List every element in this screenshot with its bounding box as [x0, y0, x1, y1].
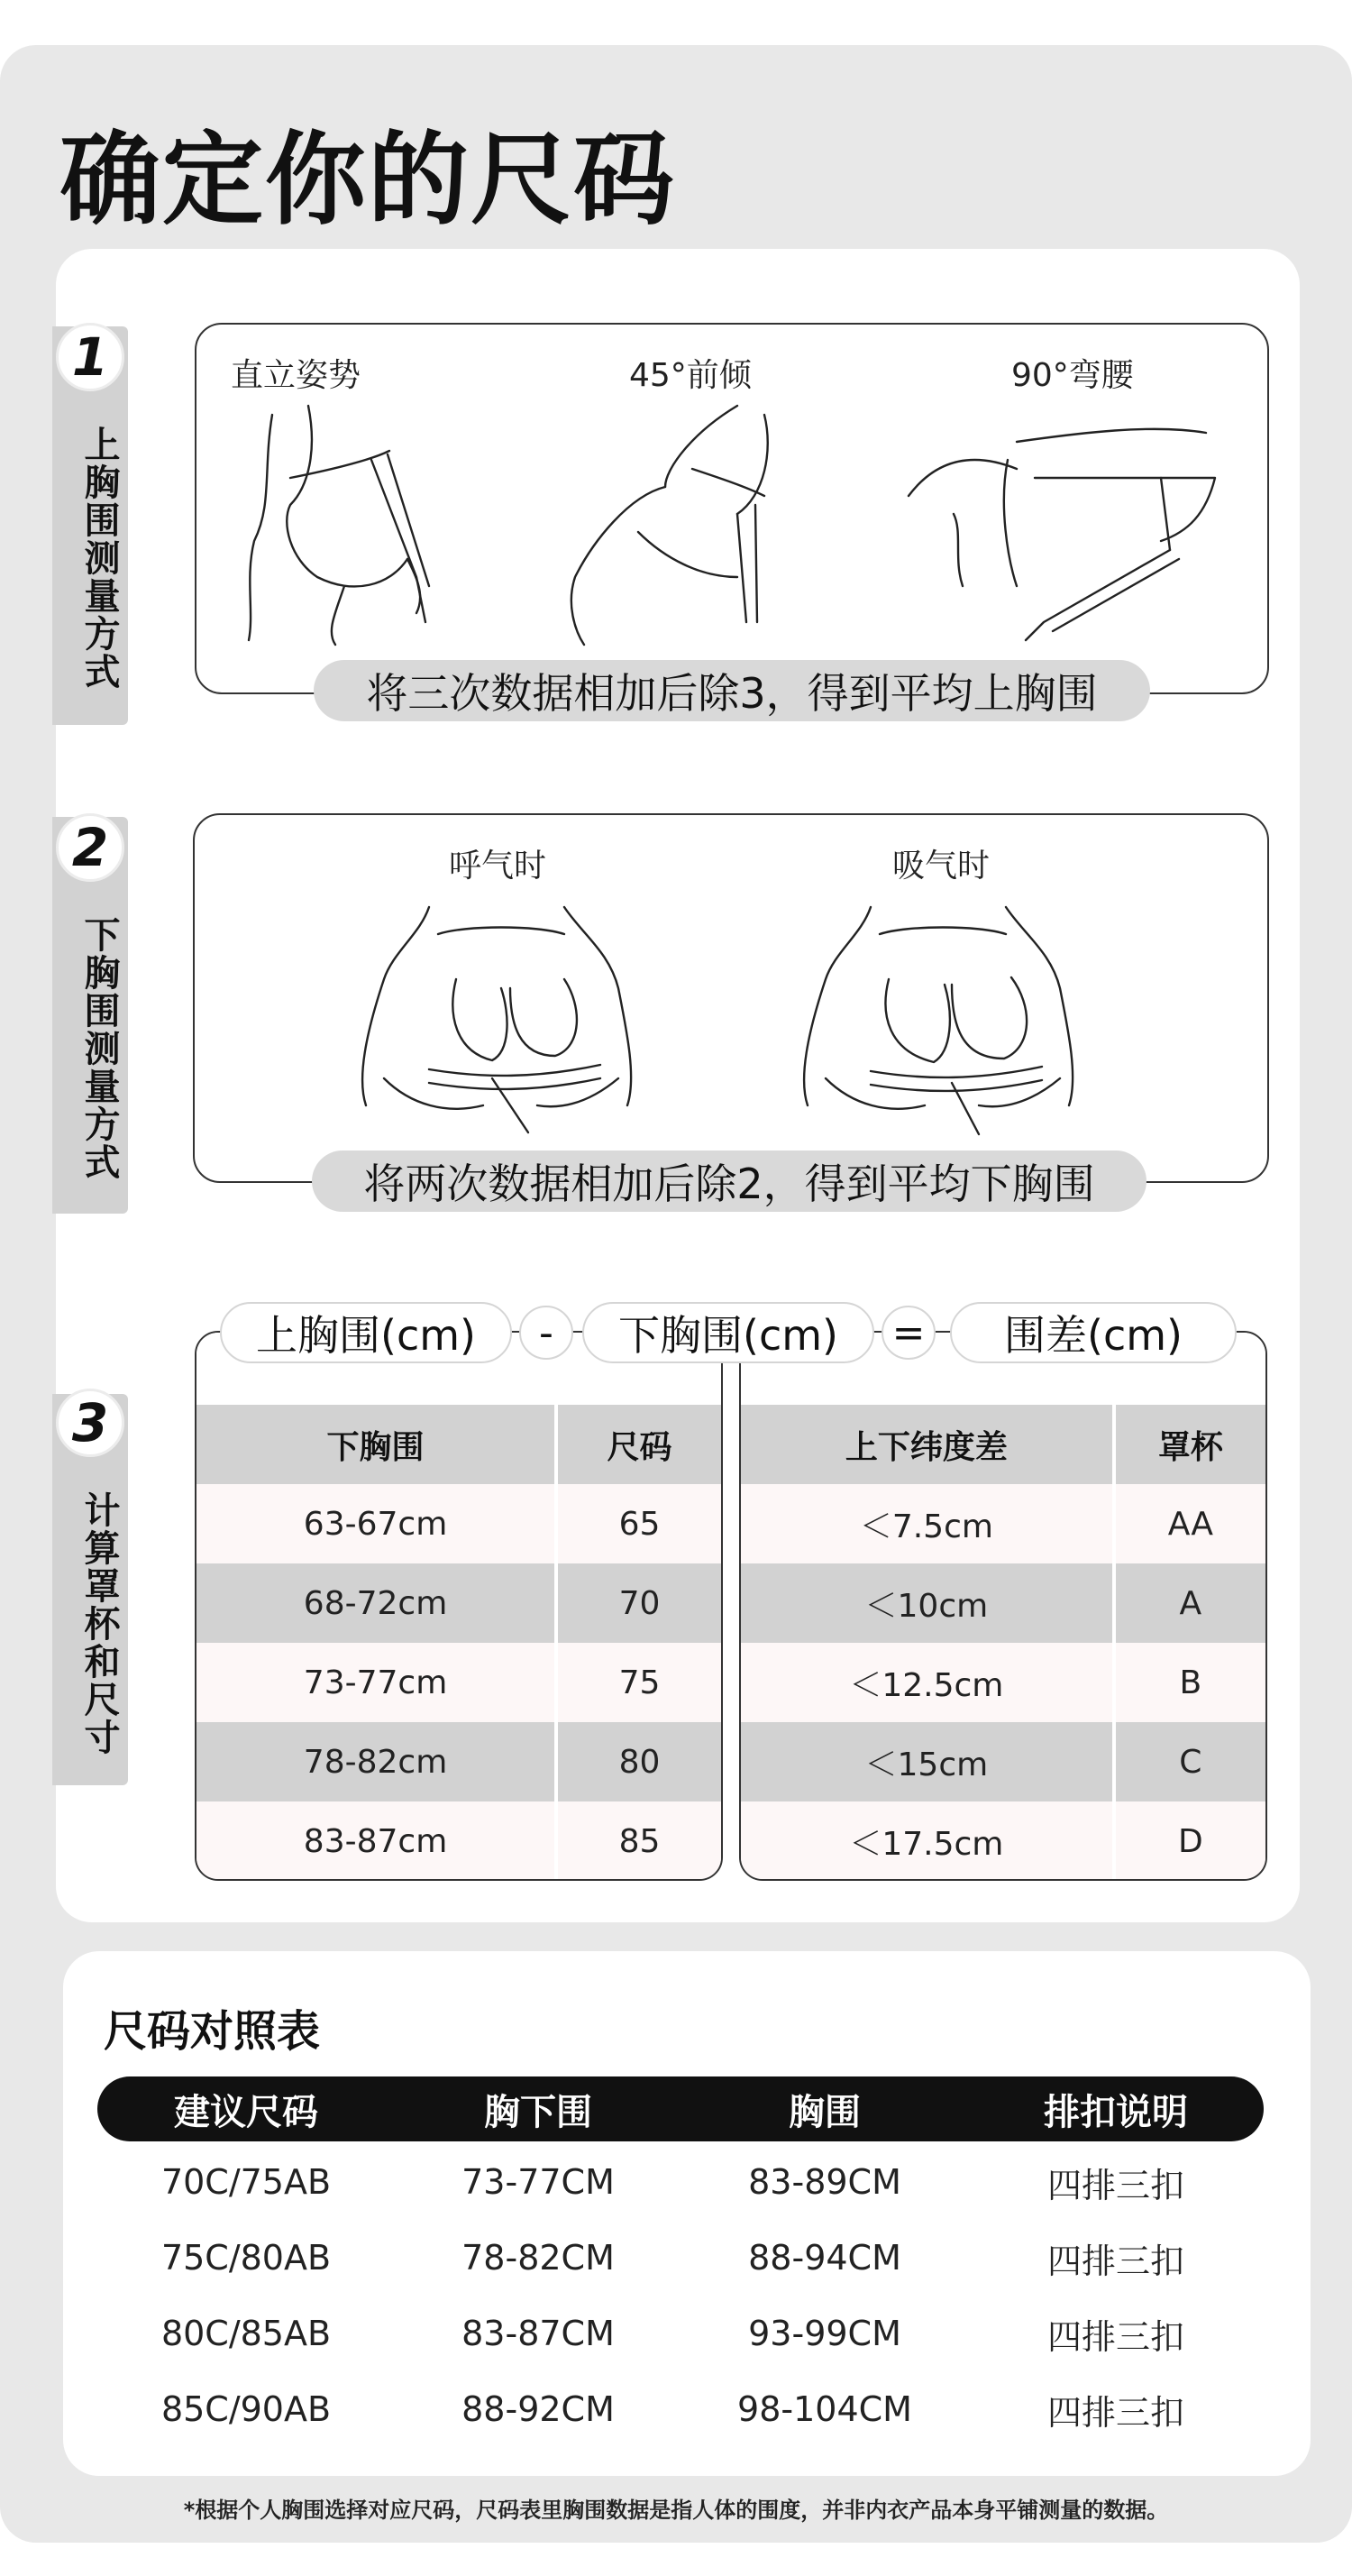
table-row [196, 1484, 721, 1563]
step-2-note: 将两次数据相加后除2，得到平均下胸围 [312, 1150, 1146, 1212]
header-bust: 胸围 [789, 2091, 861, 2133]
band-cell: 68-72cm [196, 1563, 556, 1643]
step-2-label: 下胸围测量方式 [78, 916, 120, 1181]
table-row [97, 2144, 1264, 2220]
formula-upper-bust: 上胸围(cm) [220, 1302, 512, 1363]
table-row [196, 1722, 721, 1801]
band-table-header-underbust: 下胸围 [196, 1405, 556, 1484]
hook-cell: 四排三扣 [1046, 2392, 1184, 2433]
caption-inhale: 吸气时 [892, 848, 991, 885]
formula-equals: = [882, 1306, 936, 1360]
table-row [97, 2220, 1264, 2296]
band-cell: 78-82cm [196, 1722, 556, 1801]
table-row [97, 2371, 1264, 2447]
band-table-header-size: 尺码 [556, 1405, 721, 1484]
size-cell: 75C/80AB [160, 2238, 332, 2278]
underbust-cell: 88-92CM [461, 2389, 615, 2429]
step-1-label: 上胸围测量方式 [78, 426, 120, 691]
cup-cell: A [1114, 1563, 1265, 1643]
size-chart-header [97, 2076, 1264, 2141]
difference-cell: ＜12.5cm [741, 1643, 1114, 1722]
size-cell: 70C/75AB [160, 2162, 332, 2202]
band-cell: 83-87cm [196, 1801, 556, 1881]
difference-cell: ＜10cm [741, 1563, 1114, 1643]
step-2-number: 2 [56, 813, 124, 882]
band-size-cell: 85 [556, 1801, 721, 1881]
step-2-figure-box [193, 813, 1269, 1183]
difference-cell: ＜17.5cm [741, 1801, 1114, 1881]
lean-45-pose-illustration [557, 397, 791, 649]
caption-exhale: 呼气时 [449, 848, 547, 885]
step-1-number: 1 [56, 323, 124, 391]
bend-90-pose-illustration [900, 424, 1233, 649]
difference-cell: ＜7.5cm [741, 1484, 1114, 1563]
band-size-cell: 75 [556, 1643, 721, 1722]
header-recommended-size: 建议尺码 [174, 2091, 318, 2133]
exhale-illustration [357, 898, 645, 1141]
inhale-illustration [799, 898, 1087, 1141]
cup-table-header-difference: 上下纬度差 [741, 1405, 1114, 1484]
caption-lean-45: 45°前倾 [629, 357, 752, 394]
formula-minus: - [519, 1306, 573, 1360]
table-row [196, 1563, 721, 1643]
bust-cell: 83-89CM [748, 2162, 901, 2202]
cup-cell: C [1114, 1722, 1265, 1801]
table-row [196, 1643, 721, 1722]
formula-under-bust: 下胸围(cm) [582, 1302, 874, 1363]
standing-pose-illustration [236, 397, 452, 649]
header-underbust: 胸下围 [484, 2091, 592, 2133]
header-hook-description: 排扣说明 [1044, 2091, 1188, 2133]
size-chart-title: 尺码对照表 [104, 2006, 321, 2057]
bust-cell: 98-104CM [737, 2389, 912, 2429]
underbust-cell: 83-87CM [461, 2314, 615, 2353]
size-cell: 80C/85AB [160, 2314, 332, 2353]
band-size-cell: 70 [556, 1563, 721, 1643]
cup-size-table [739, 1331, 1267, 1881]
table-row [97, 2296, 1264, 2371]
step-3-number: 3 [56, 1389, 124, 1457]
table-row [741, 1801, 1265, 1881]
bust-cell: 88-94CM [748, 2238, 901, 2278]
cup-cell: AA [1114, 1484, 1265, 1563]
band-size-cell: 80 [556, 1722, 721, 1801]
table-row [741, 1484, 1265, 1563]
table-row [196, 1801, 721, 1881]
caption-standing: 直立姿势 [231, 357, 361, 394]
table-row [741, 1643, 1265, 1722]
cup-table-header-cup: 罩杯 [1114, 1405, 1265, 1484]
band-cell: 73-77cm [196, 1643, 556, 1722]
band-cell: 63-67cm [196, 1484, 556, 1563]
table-row [741, 1563, 1265, 1643]
difference-cell: ＜15cm [741, 1722, 1114, 1801]
underbust-cell: 78-82CM [461, 2238, 615, 2278]
table-row [741, 1722, 1265, 1801]
underbust-cell: 73-77CM [461, 2162, 615, 2202]
band-size-cell: 65 [556, 1484, 721, 1563]
band-size-table [195, 1331, 723, 1881]
footnote: *根据个人胸围选择对应尺码，尺码表里胸围数据是指人体的围度，并非内衣产品本身平铺测量的数据。 [183, 2498, 1169, 2523]
step-3-label: 计算罩杯和尺寸 [78, 1491, 120, 1756]
caption-bend-90: 90°弯腰 [1011, 357, 1134, 394]
bust-cell: 93-99CM [748, 2314, 901, 2353]
hook-cell: 四排三扣 [1046, 2316, 1184, 2357]
cup-cell: B [1114, 1643, 1265, 1722]
hook-cell: 四排三扣 [1046, 2241, 1184, 2281]
page-title: 确定你的尺码 [59, 122, 676, 239]
formula-difference: 围差(cm) [950, 1302, 1237, 1363]
size-cell: 85C/90AB [160, 2389, 332, 2429]
cup-cell: D [1114, 1801, 1265, 1881]
step-1-note: 将三次数据相加后除3，得到平均上胸围 [314, 660, 1150, 721]
hook-cell: 四排三扣 [1046, 2165, 1184, 2205]
